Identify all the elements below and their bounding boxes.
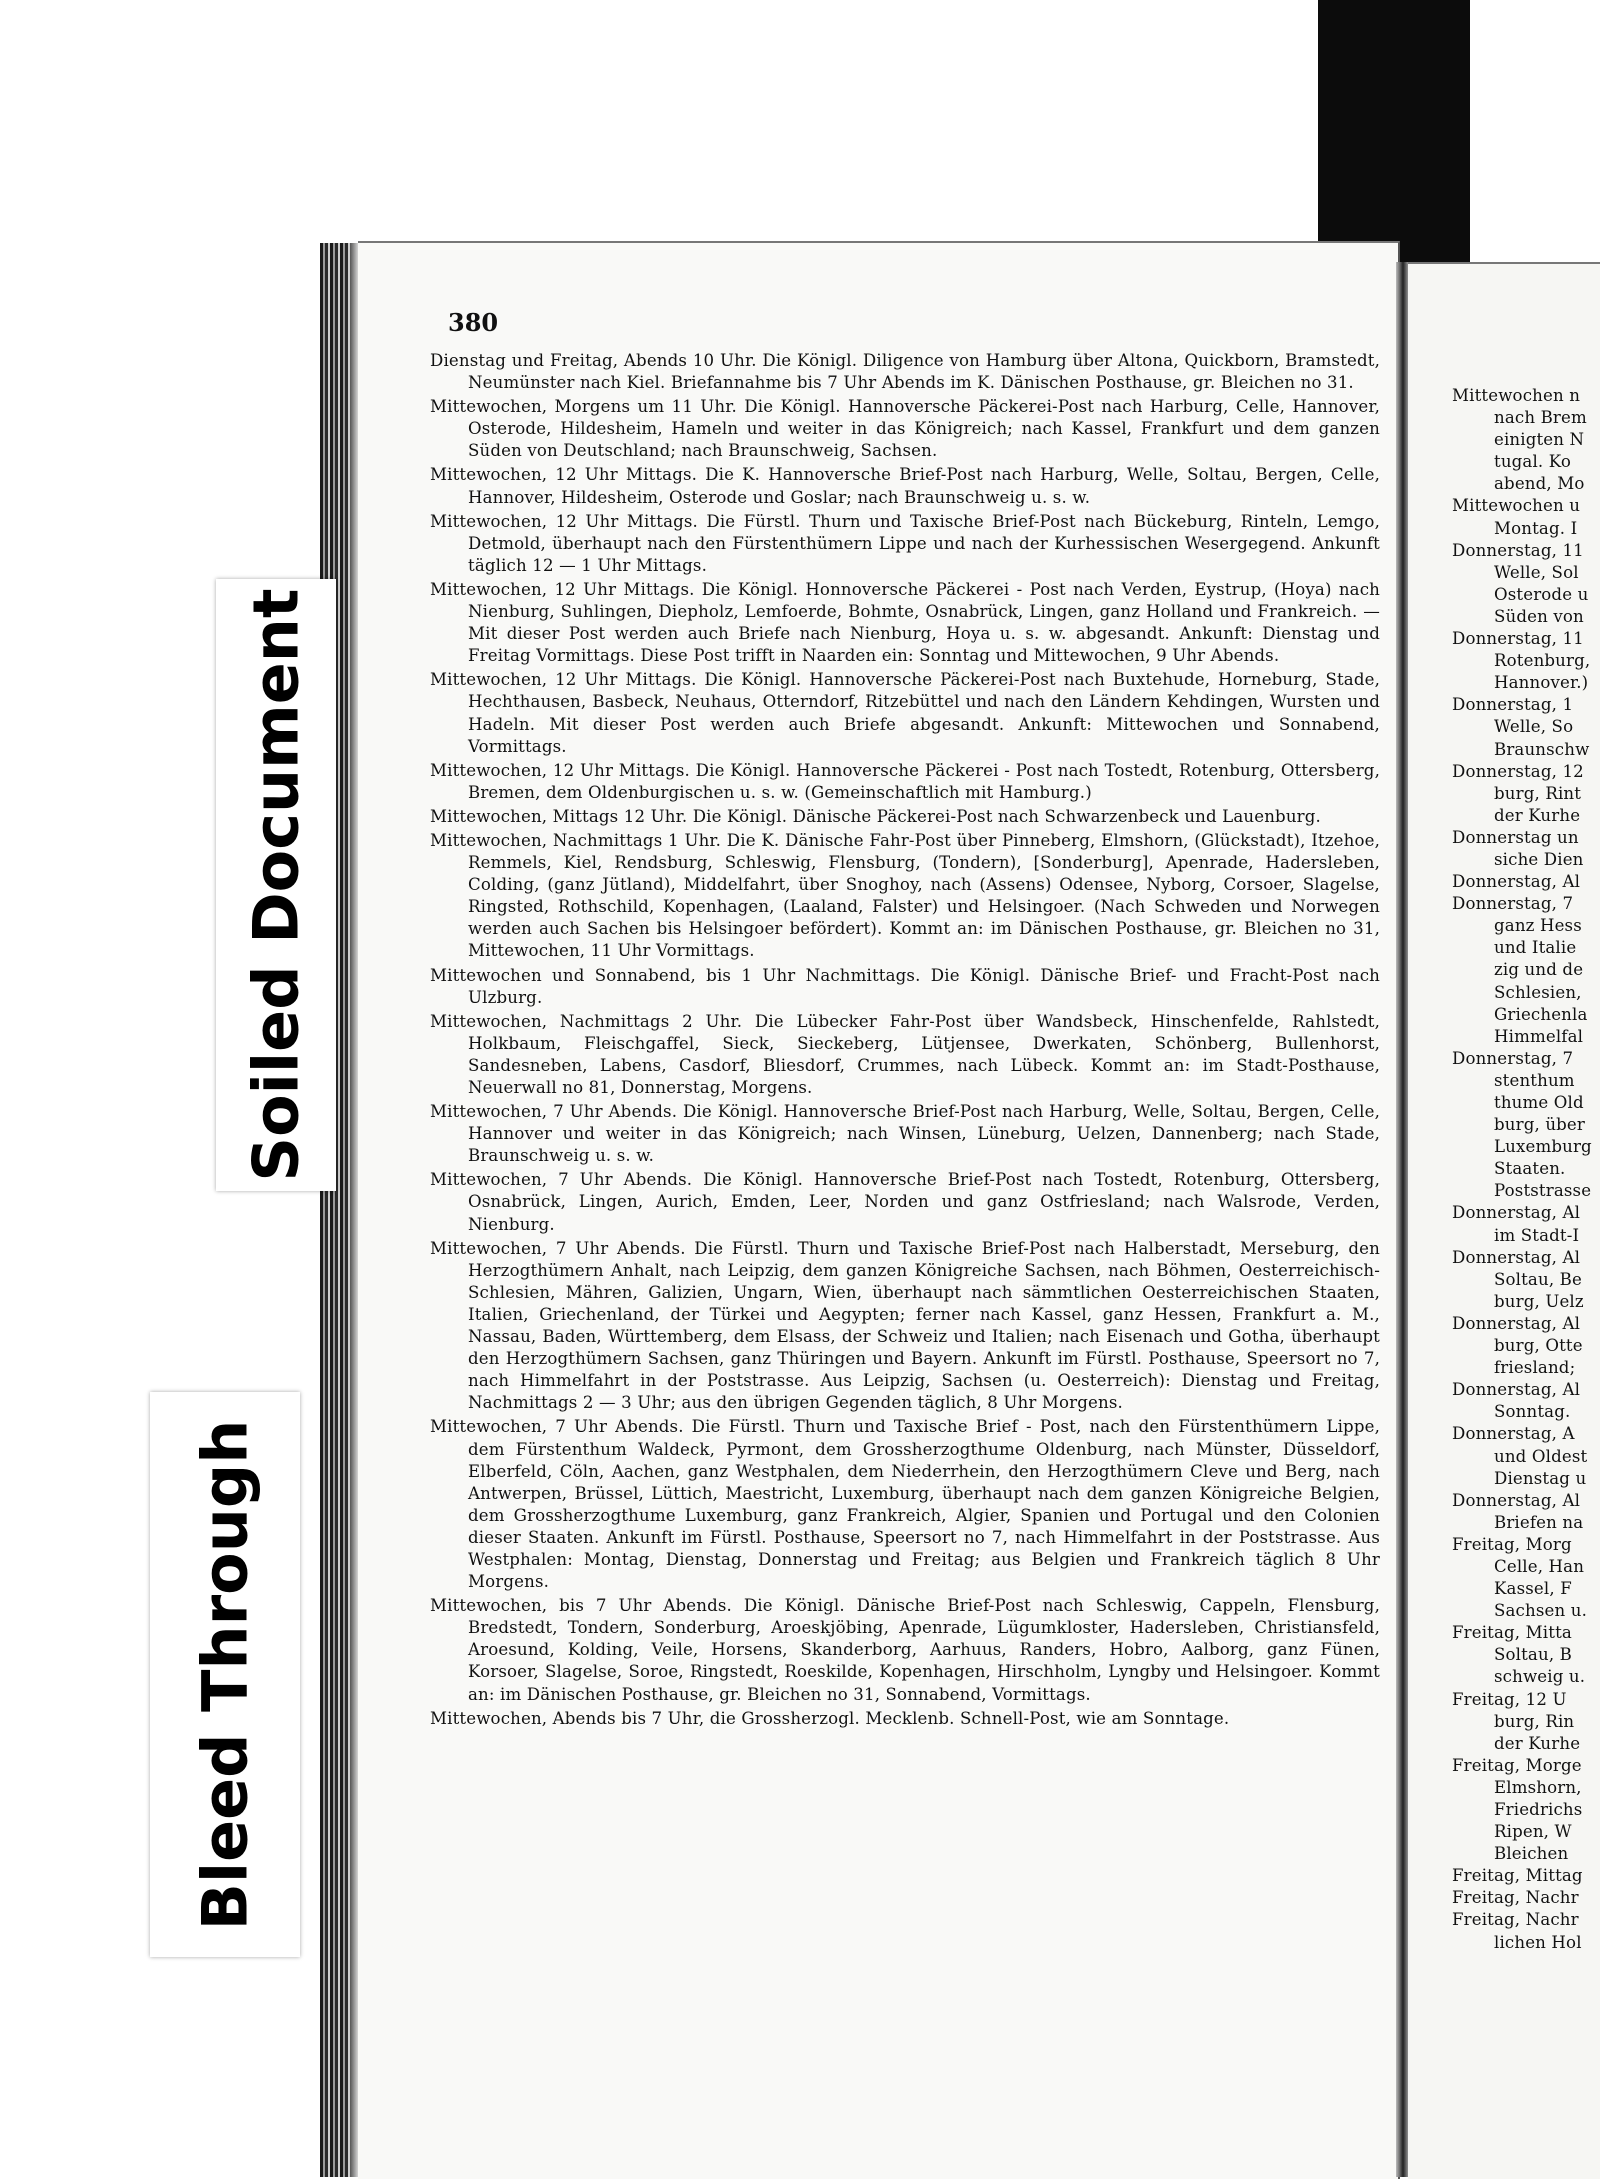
schedule-entry: Mittewochen, 7 Uhr Abends. Die Fürstl. Thurn und Taxische Brief - Post, nach den Fürstenthümern Lippe, dem Fürstenthum Waldeck, Pyrmont, dem Grossherzogthume Oldenburg, nach Münster, Düsseldorf, Elberfeld, Cöln, Aachen, ganz Westphalen, dem Niederrhein, den Herzogthümern Cleve und Berg, nach Antwerpen, Brüssel, Lüttich, Maestricht, Luxemburg, überhaupt nach dem ganzen Königreiche Belgien, dem Grossherzogthume Luxemburg, ganz Frankreich, Algier, Spanien und Portugal und den Colonien dieser Staaten. Ankunft im Fürstl. Posthause, Speersort no 7, nach Himmelfahrt in der Poststrasse. Aus Westphalen: Montag, Dienstag, Donnerstag und Freitag; aus Belgien und Frankreich täglich 8 Uhr Morgens. bbox=[430, 1417, 1380, 1592]
right-page-line: Freitag, Mitta bbox=[1452, 1623, 1572, 1643]
bleed-through-tab bbox=[150, 1392, 300, 1957]
right-page-line: und Oldest bbox=[1494, 1446, 1588, 1466]
schedule-entry: Mittewochen, 12 Uhr Mittags. Die Königl. Hannoversche Päckerei - Post nach Tostedt, Rotenburg, Ottersberg, Bremen, dem Oldenburgischen u. s. w. (Gemeinschaftlich mit Hamburg.) bbox=[430, 760, 1380, 802]
right-page-line: Donnerstag, Al bbox=[1452, 1313, 1581, 1333]
right-page-line: Luxemburg bbox=[1494, 1137, 1592, 1157]
right-page-line: im Stadt-I bbox=[1494, 1225, 1580, 1245]
right-page-line: lichen Hol bbox=[1494, 1932, 1582, 1952]
right-page-line: Freitag, Morg bbox=[1452, 1534, 1572, 1554]
right-page-line: Freitag, Nachr bbox=[1452, 1910, 1579, 1930]
right-page-line: Friedrichs bbox=[1494, 1800, 1583, 1819]
right-page-line: Dienstag u bbox=[1494, 1468, 1587, 1488]
right-page-line: friesland; bbox=[1494, 1358, 1576, 1378]
right-page-line: burg, Otte bbox=[1494, 1336, 1583, 1356]
right-page-line: Donnerstag, A bbox=[1452, 1424, 1575, 1444]
right-page-line: Hannover.) bbox=[1494, 673, 1589, 693]
right-page-line: tugal. Ko bbox=[1494, 452, 1572, 472]
right-page-line: Himmelfal bbox=[1494, 1026, 1584, 1046]
right-page-line: burg, Uelz bbox=[1494, 1291, 1584, 1311]
right-page-line: Süden von bbox=[1494, 606, 1584, 626]
right-page-line: Celle, Han bbox=[1494, 1556, 1585, 1576]
black-calibration-bar bbox=[1318, 0, 1470, 262]
right-page-line: Donnerstag, 12 bbox=[1452, 761, 1584, 781]
right-page-line: Ripen, W bbox=[1494, 1822, 1572, 1842]
right-page-line: Kassel, F bbox=[1494, 1579, 1572, 1599]
right-page-line: Osterode u bbox=[1494, 584, 1589, 604]
page-number: 380 bbox=[448, 308, 499, 337]
schedule-entry: Mittewochen, 7 Uhr Abends. Die Königl. Hannoversche Brief-Post nach Harburg, Welle, Soltau, Bergen, Celle, Hannover und weiter in das Königreich; nach Winsen, Lüneburg, Uelzen, Dannenberg; nach Stade, Braunschweig u. s. w. bbox=[430, 1102, 1380, 1166]
right-page-line: Montag. I bbox=[1494, 518, 1578, 538]
right-page-line: Donnerstag, 11 bbox=[1452, 629, 1584, 649]
schedule-entry: Mittewochen, bis 7 Uhr Abends. Die Königl. Dänische Brief-Post nach Schleswig, Cappeln, Flensburg, Bredstedt, Tondern, Sonderburg, Aroeskjöbing, Apenrade, Lügumkloster, Hadersleben, Christiansfeld, Aroesund, Kolding, Veile, Horsens, Skanderborg, Aarhuus, Randers, Hobro, Aalborg, ganz Fünen, Korsoer, Slagelse, Soroe, Ringstedt, Roeskilde, Kopenhagen, Hirschholm, Lyngby und Helsingoer. Kommt an: im Dänischen Posthause, gr. Bleichen no 31, Sonnabend, Vormittags. bbox=[430, 1596, 1380, 1704]
right-page-line: Bleichen bbox=[1494, 1844, 1569, 1864]
schedule-entry: Mittewochen, 7 Uhr Abends. Die Königl. Hannoversche Brief-Post nach Tostedt, Rotenburg, Ottersberg, Osnabrück, Lingen, Aurich, Emden, Leer, Norden und ganz Ostfriesland; nach Walsrode, Verden, Nienburg. bbox=[430, 1170, 1380, 1234]
right-page-line: Donnerstag un bbox=[1452, 827, 1579, 847]
schedule-entry: Dienstag und Freitag, Abends 10 Uhr. Die Königl. Diligence von Hamburg über Altona, Quickborn, Bramstedt, Neumünster nach Kiel. Briefannahme bis 7 Uhr Abends im K. Dänischen Posthause, gr. Bleichen no 31. bbox=[430, 351, 1380, 393]
bleed-through-label: Bleed Through bbox=[188, 1419, 262, 1930]
right-page-line: Freitag, Nachr bbox=[1452, 1888, 1579, 1908]
right-page-line: Donnerstag, 1 bbox=[1452, 695, 1574, 715]
schedule-entry: Mittewochen, Mittags 12 Uhr. Die Königl. Dänische Päckerei-Post nach Schwarzenbeck und Lauenburg. bbox=[430, 806, 1321, 826]
right-page-line: der Kurhe bbox=[1494, 1733, 1581, 1753]
soiled-document-tab bbox=[216, 579, 336, 1191]
schedule-entry: Mittewochen, Nachmittags 1 Uhr. Die K. Dänische Fahr-Post über Pinneberg, Elmshorn, (Glückstadt), Itzehoe, Remmels, Kiel, Rendsburg, Schleswig, Flensburg, (Tondern), [Sonderburg], Apenrade, Hadersleben, Colding, (ganz Jütland), Middelfahrt, über Snoghoy, nach (Assens) Odensee, Nyborg, Corsoer, Slagelse, Ringsted, Rothschild, Kopenhagen, (Laaland, Falster) und Helsingoer. (Nach Schweden und Norwegen werden auch Sachen bis Helsingoer befördert). Kommt an: im Dänischen Posthause, gr. Bleichen no 31, Mittewochen, 11 Uhr Vormittags. bbox=[430, 830, 1380, 961]
right-page-line: Staaten. bbox=[1494, 1159, 1566, 1179]
schedule-entry: Mittewochen, 7 Uhr Abends. Die Fürstl. Thurn und Taxische Brief-Post nach Halberstadt, Merseburg, den Herzogthümern Anhalt, nach Leipzig, dem ganzen Königreiche Sachsen, nach Böhmen, Oesterreichisch-Schlesien, Mähren, Galizien, Ungarn, Wien, überhaupt nach sämmtlichen Oesterreichischen Staaten, Italien, Griechenland, der Türkei und Aegypten; ferner nach Kassel, ganz Hessen, Frankfurt a. M., Nassau, Baden, Württemberg, dem Elsass, der Schweiz und Italien; nach Eisenach und Gotha, überhaupt den Herzogthümern Sachsen, ganz Thüringen und Bayern. Ankunft im Fürstl. Posthause, Speersort no 7, nach Himmelfahrt in der Poststrasse. Aus Leipzig, Sachsen (u. Oesterreich): Dienstag und Freitag, Nachmittags 2 — 3 Uhr; aus den übrigen Gegenden täglich, 8 Uhr Morgens. bbox=[430, 1238, 1380, 1413]
schedule-entry: Mittewochen, 12 Uhr Mittags. Die Königl. Hannoversche Päckerei-Post nach Buxtehude, Horneburg, Stade, Hechthausen, Basbeck, Neuhaus, Otterndorf, Ritzebüttel und nach den Ländern Kehdingen, Wursten und Hadeln. Mit dieser Post werden auch Briefe abgesandt. Ankunft: Mittewochen und Sonnabend, Vormittags. bbox=[430, 670, 1380, 756]
book-spine bbox=[320, 243, 350, 2177]
right-page-line: Soltau, B bbox=[1494, 1645, 1573, 1665]
right-page-line: und Italie bbox=[1494, 938, 1577, 958]
right-page-line: Sachsen u. bbox=[1494, 1601, 1588, 1621]
right-page-line: Welle, So bbox=[1494, 717, 1574, 737]
schedule-entry: Mittewochen, Nachmittags 2 Uhr. Die Lübecker Fahr-Post über Wandsbeck, Hinschenfelde, Rahlstedt, Holkbaum, Fleischgaffel, Sieck, Sieckeberg, Lütjensee, Dwerkaten, Schönberg, Bullenhorst, Sandesneben, Labens, Casdorf, Bliesdorf, Crummes, nach Lübeck. Kommt an: im Stadt-Posthause, Neuerwall no 81, Donnerstag, Morgens. bbox=[430, 1011, 1380, 1097]
right-page-line: Poststrasse bbox=[1494, 1181, 1592, 1201]
right-page-line: einigten N bbox=[1494, 430, 1585, 450]
left-page-text bbox=[430, 350, 1380, 1732]
right-page-line: siche Dien bbox=[1494, 849, 1584, 869]
schedule-entry: Mittewochen, 12 Uhr Mittags. Die Fürstl. Thurn und Taxische Brief-Post nach Bückeburg, Rinteln, Lemgo, Detmold, überhaupt nach den Fürstenthümern Lippe und nach der Kurhessischen Wesergegend. Ankunft täglich 12 — 1 Uhr Mittags. bbox=[430, 511, 1380, 575]
right-page-line: Griechenla bbox=[1494, 1004, 1588, 1024]
right-page-line: Donnerstag, Al bbox=[1452, 1247, 1581, 1267]
right-page-line: Braunschw bbox=[1494, 739, 1590, 759]
right-page-line: Freitag, 12 U bbox=[1452, 1689, 1567, 1709]
right-page-line: Rotenburg, bbox=[1494, 651, 1591, 671]
right-page-line: Soltau, Be bbox=[1494, 1269, 1582, 1289]
schedule-entry: Mittewochen, Abends bis 7 Uhr, die Grossherzogl. Mecklenb. Schnell-Post, wie am Sonntage. bbox=[430, 1708, 1230, 1728]
right-page-line: ganz Hess bbox=[1494, 916, 1582, 936]
schedule-entry: Mittewochen, 12 Uhr Mittags. Die Königl. Honnoversche Päckerei - Post nach Verden, Eystrup, (Hoya) nach Nienburg, Suhlingen, Diepholz, Lemfoerde, Bohmte, Osnabrück, Lingen, ganz Holland und Frankreich. — Mit dieser Post werden auch Briefe nach Nienburg, Hoya u. s. w. abgesandt. Ankunft: Dienstag und Freitag Vormittags. Diese Post trifft in Naarden ein: Sonntag und Mittewochen, 9 Uhr Abends. bbox=[430, 579, 1380, 666]
right-page-line: burg, über bbox=[1494, 1115, 1585, 1135]
right-page-line: Mittewochen n bbox=[1452, 386, 1581, 405]
right-page-line: schweig u. bbox=[1494, 1667, 1586, 1687]
soiled-document-label: Soiled Document bbox=[239, 588, 313, 1182]
schedule-entry: Mittewochen, Morgens um 11 Uhr. Die Königl. Hannoversche Päckerei-Post nach Harburg, Celle, Hannover, Osterode, Hildesheim, Hameln und weiter in das Königreich; nach Kassel, Frankfurt und dem ganzen Süden von Deutschland; nach Braunschweig, Sachsen. bbox=[430, 397, 1380, 461]
right-page-line: abend, Mo bbox=[1494, 474, 1585, 494]
right-page-line: Mittewochen u bbox=[1452, 496, 1581, 516]
right-page-line: Donnerstag, Al bbox=[1452, 1203, 1581, 1223]
right-page-line: Donnerstag, 7 bbox=[1452, 1048, 1574, 1068]
right-page-line: der Kurhe bbox=[1494, 805, 1581, 825]
right-page-line: Welle, Sol bbox=[1494, 562, 1579, 582]
right-page-line: burg, Rin bbox=[1494, 1711, 1575, 1731]
right-page-line: nach Brem bbox=[1494, 408, 1587, 428]
right-page-line: Donnerstag, 11 bbox=[1452, 540, 1584, 560]
right-page-line: Freitag, Morge bbox=[1452, 1755, 1582, 1775]
right-page-line: stenthum bbox=[1494, 1070, 1575, 1090]
right-page-line: zig und de bbox=[1494, 960, 1584, 980]
right-page-line: Elmshorn, bbox=[1494, 1777, 1582, 1797]
right-page-line: Briefen na bbox=[1494, 1512, 1584, 1532]
schedule-entry: Mittewochen und Sonnabend, bis 1 Uhr Nachmittags. Die Königl. Dänische Brief- und Fracht-Post nach Ulzburg. bbox=[430, 965, 1380, 1007]
right-page-line: Sonntag. bbox=[1494, 1402, 1571, 1422]
right-page-line: Donnerstag, 7 bbox=[1452, 894, 1574, 914]
right-page-line: Donnerstag, Al bbox=[1452, 1380, 1581, 1400]
right-page-line: Freitag, Mittag bbox=[1452, 1866, 1583, 1886]
schedule-entry: Mittewochen, 12 Uhr Mittags. Die K. Hannoversche Brief-Post nach Harburg, Welle, Soltau, Bergen, Celle, Hannover, Hildesheim, Osterode und Goslar; nach Braunschweig u. s. w. bbox=[430, 465, 1380, 507]
right-page-line: burg, Rint bbox=[1494, 783, 1582, 803]
right-page-text bbox=[1452, 385, 1600, 1954]
right-page-line: Donnerstag, Al bbox=[1452, 872, 1581, 892]
right-page-line: Schlesien, bbox=[1494, 982, 1582, 1002]
right-page-line: Donnerstag, Al bbox=[1452, 1490, 1581, 1510]
right-page-line: thume Old bbox=[1494, 1093, 1584, 1112]
